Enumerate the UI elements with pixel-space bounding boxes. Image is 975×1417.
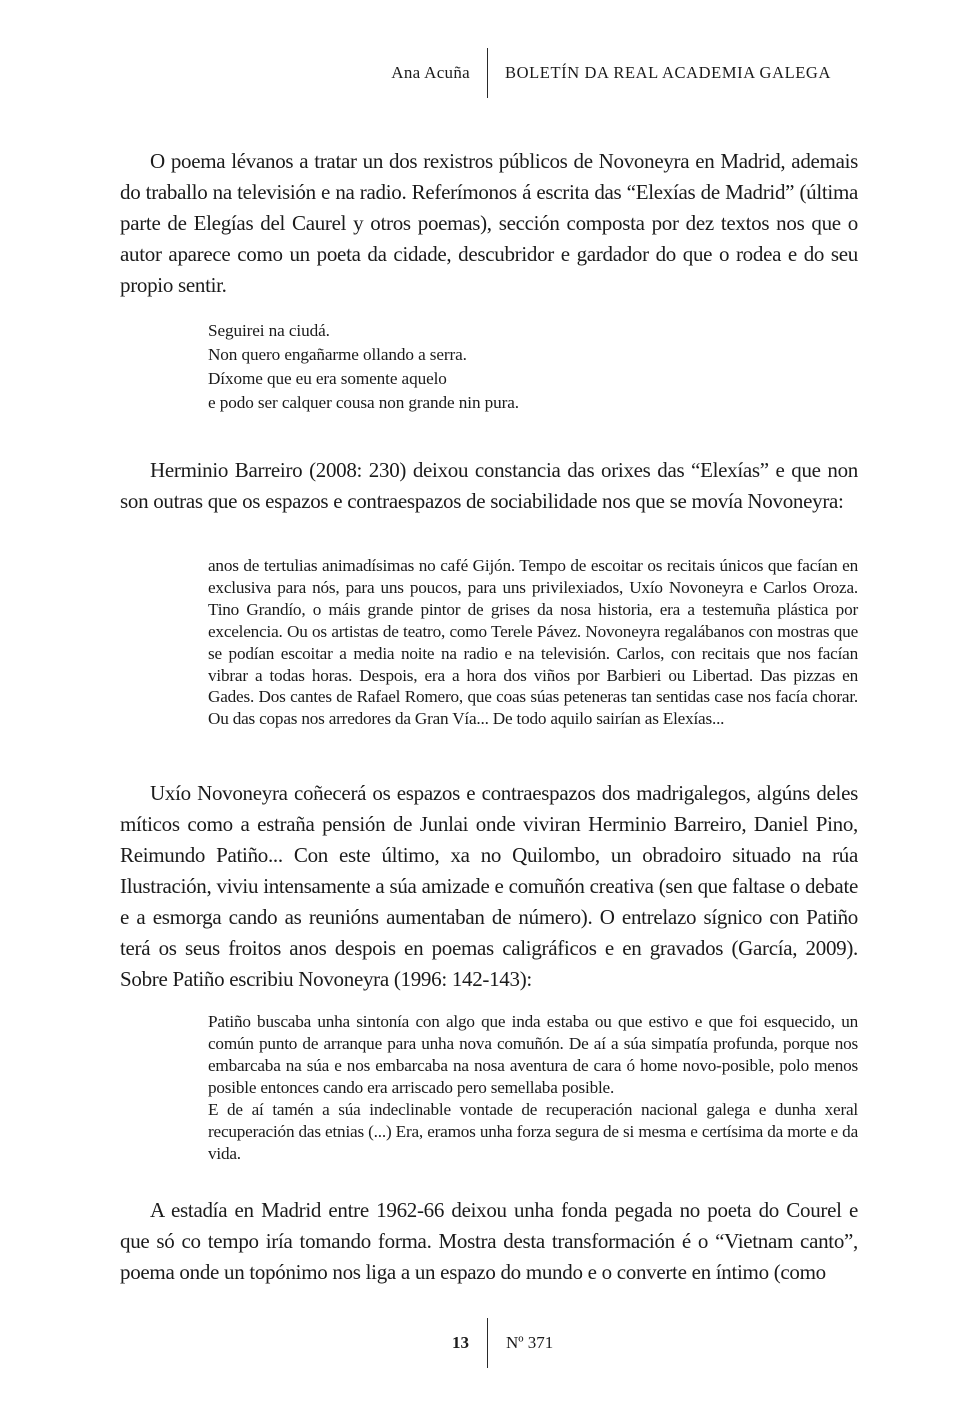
verse-line-3: Díxome que eu era somente aquelo [208, 369, 447, 388]
page-footer [0, 1318, 975, 1368]
paragraph-4: A estadía en Madrid entre 1962-66 deixou unha fonda pegada no poeta do Courel e que só co tempo iría tomando forma. Mostra desta transformación é o “Vietnam canto”, poema onde un topónimo nos liga a un espazo do mundo e o converte en íntimo (como [120, 1197, 858, 1284]
journal-title: BOLETÍN DA REAL ACADEMIA GALEGA [505, 63, 831, 82]
issue-number: Nº 371 [506, 1333, 554, 1352]
author-name: Ana Acuña [391, 63, 470, 82]
block-quote-1: anos de tertulias animadísimas no café Gijón. Tempo de escoitar os recitais únicos que facían en exclusiva para nós, para uns poucos, para uns privilexiados, Uxío Novoneyra e Carlos Oroza. Tino Grandío, o máis grande pintor de grises da nosa historia, era a testemuña plástica por excelencia. Ou os artistas de teatro, como Terele Pávez. Novoneyra regalábanos con mostras que se podían escoitar a media noite na radio e na televisión. Carlos, con recitais que nos facían vibrar a todas horas. Despois, era a hora dos viños por Barbieri ou Libertad. Das pizzas en Gades. Dos cantes de Rafael Romero, que coas súas peteneras tan sentidas case nos facía chorar. Ou das copas nos arredores da Gran Vía... De todo aquilo sairían as Elexías... [208, 556, 858, 729]
paragraph-1: O poema lévanos a tratar un dos rexistros públicos de Novoneyra en Madrid, ademais do traballo na televisión e na radio. Referímonos á escrita das “Elexías de Madrid” (última parte de Elegías del Caurel y otros poemas), sección composta por dez textos nos que o autor aparece como un poeta da cidade, descubridor e gardador do que o rodea e do seu propio sentir. [120, 149, 858, 297]
paragraph-2: Herminio Barreiro (2008: 230) deixou constancia das orixes das “Elexías” e que non son outras que os espazos e contraespazos de sociabilidade nos que se movía Novoneyra: [120, 458, 858, 513]
verse-line-4: e podo ser calquer cousa non grande nin pura. [208, 393, 519, 412]
block-quote-2-paragraph-2: E de aí tamén a súa indeclinable vontade de recuperación nacional galega e dunha xeral recuperación das etnias (...) Era, eramos unha forza segura de si mesma e certísima da morte e da vida. [208, 1099, 858, 1163]
block-quote-2 [208, 1011, 858, 1164]
verse-line-2: Non quero engañarme ollando a serra. [208, 345, 467, 364]
page-number: 13 [452, 1333, 469, 1352]
page-body [120, 0, 858, 1288]
verse-line-1: Seguirei na ciudá. [208, 321, 330, 340]
verse-quote [208, 319, 858, 415]
paragraph-3: Uxío Novoneyra coñecerá os espazos e contraespazos dos madrigalegos, algúns deles míticos como a estraña pensión de Junlai onde viviran Herminio Barreiro, Daniel Pino, Reimundo Patiño... Con este último, xa no Quilombo, un obradoiro situado na rúa Ilustración, viviu intensamente a súa amizade e comuñón creativa (sen que faltase o debate e a esmorga cando as reunións aumentaban de número). O entrelazo sígnico con Patiño terá os seus froitos anos despois en poemas caligráficos e en gravados (García, 2009). Sobre Patiño escribiu Novoneyra (1996: 142-143): [120, 781, 858, 992]
block-quote-2-paragraph-1: Patiño buscaba unha sintonía con algo que inda estaba ou que estivo e que foi esquecido, un común punto de arranque para unha nova comuñón. De aí a súa simpatía profunda, porque nos embarcaba na súa e nos embarcaba na nosa aventura de cara ó home novo-posible, polo menos posible entonces cando era arriscado pero semellaba posible. [208, 1012, 858, 1097]
